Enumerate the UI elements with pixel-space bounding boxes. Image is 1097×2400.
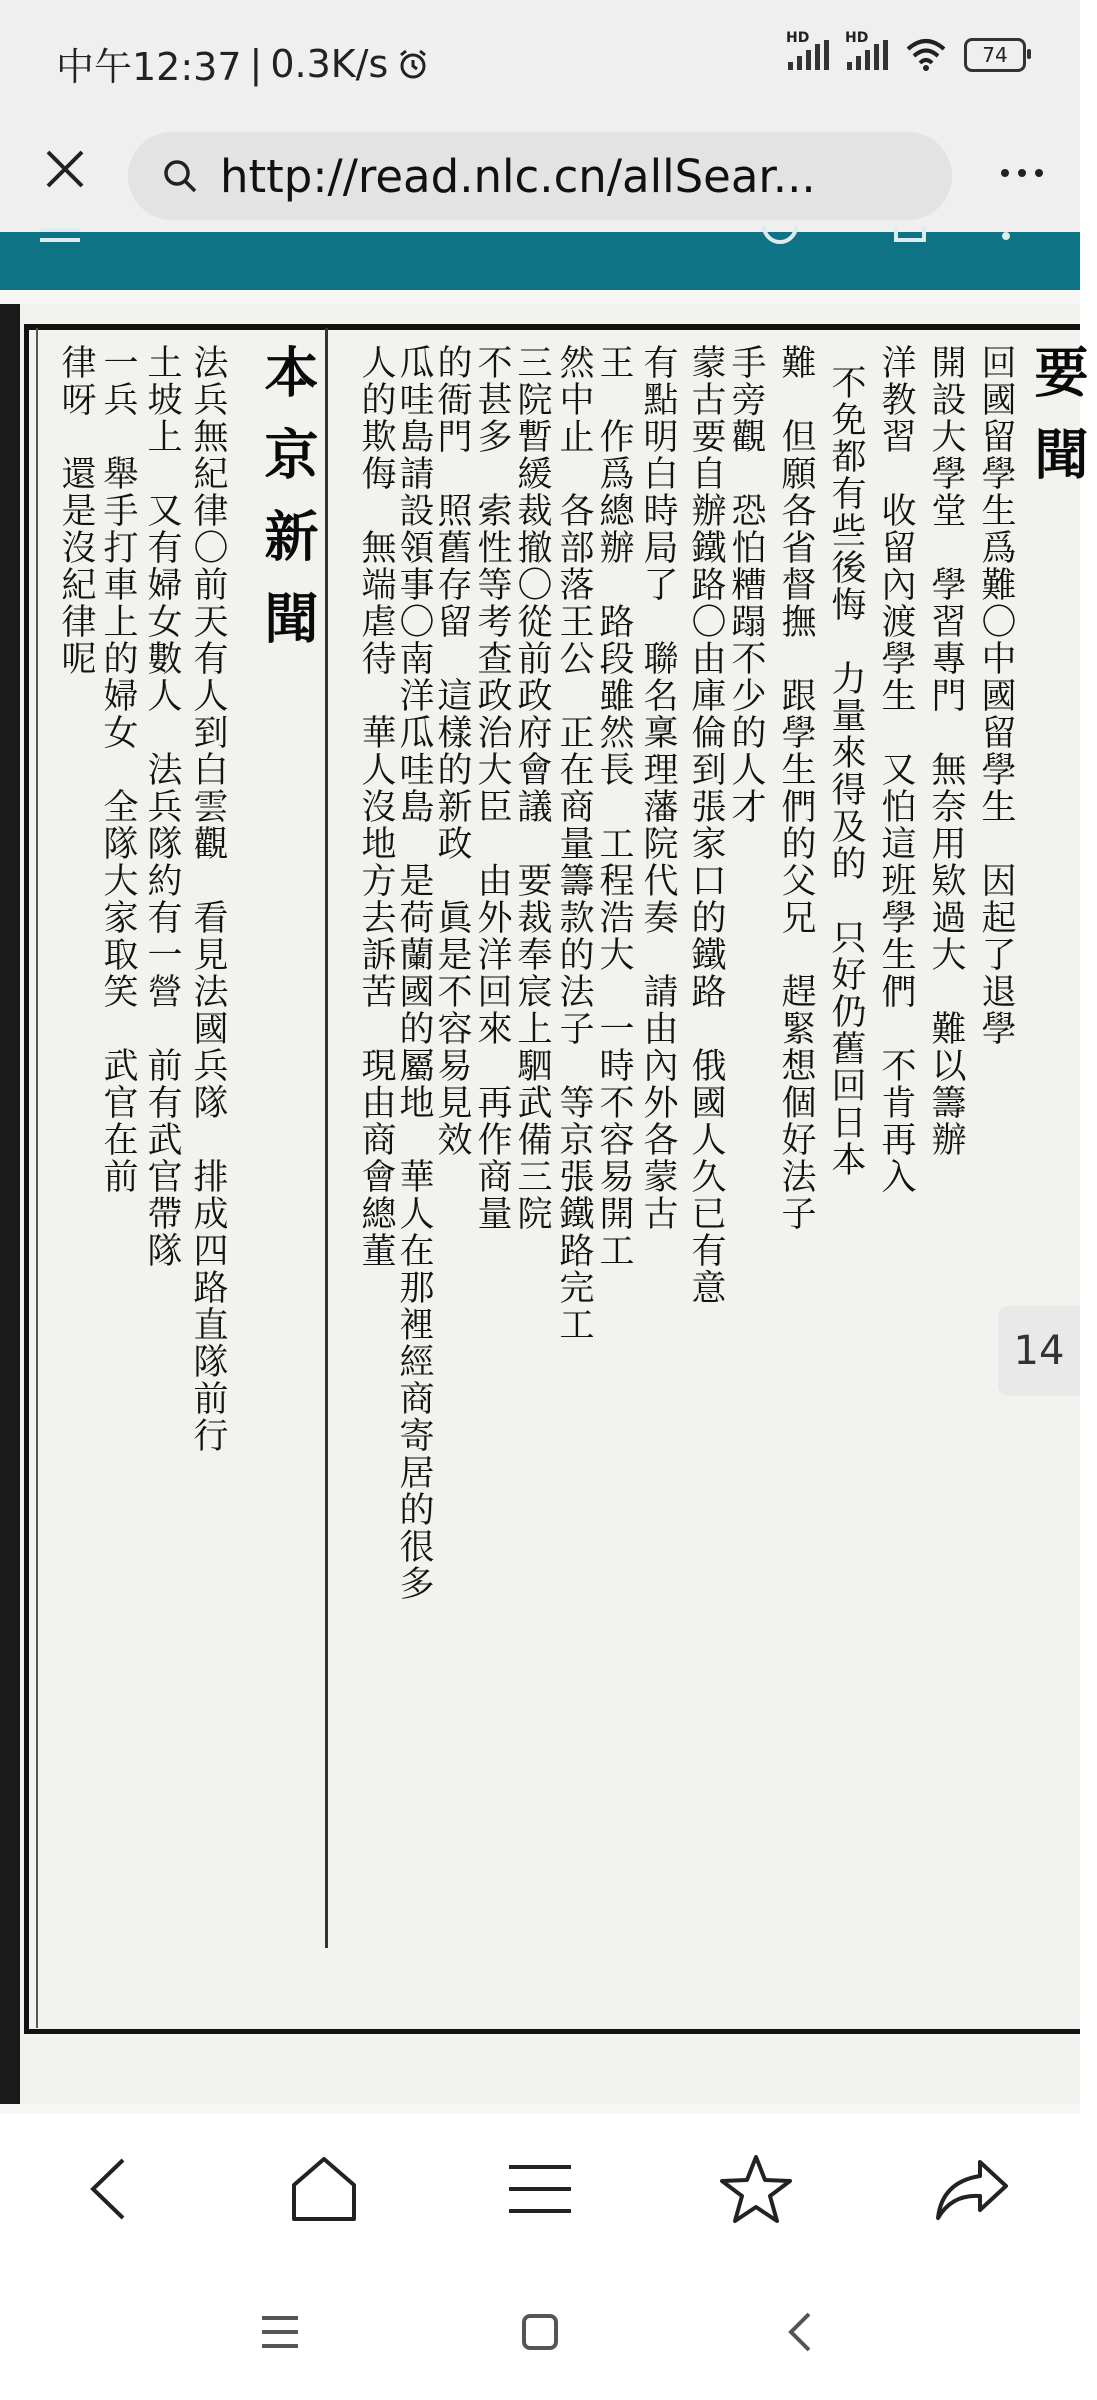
wifi-icon bbox=[906, 39, 946, 71]
browser-toolbar bbox=[0, 120, 1080, 232]
signal-icon: HD bbox=[788, 40, 829, 70]
network-speed: 0.3K/s bbox=[270, 41, 389, 86]
text-column: 然中止 各部落王公 正在商量籌款的法子 等京張鐵路完工 bbox=[554, 344, 594, 1343]
battery-level: 74 bbox=[982, 43, 1008, 67]
newspaper-scan bbox=[0, 304, 1090, 2104]
text-column: 洋教習 收留內渡學生 又怕這班學生們 不肯再入 bbox=[876, 344, 916, 1195]
recents-icon bbox=[260, 2314, 300, 2350]
status-right bbox=[786, 30, 1026, 72]
status-bar bbox=[0, 0, 1080, 120]
close-button[interactable] bbox=[38, 142, 92, 196]
star-icon bbox=[718, 2153, 794, 2225]
text-column: 土坡上 又有婦女數人 法兵隊約有一營 前有武官帶隊 bbox=[142, 344, 182, 1269]
text-column: 一兵 舉手打車上的婦女 全隊大家取笑 武官在前 bbox=[98, 344, 138, 1195]
text-column: 三院暫緩裁撤〇從前政府會議 要裁奉宸上駟武備三院 bbox=[512, 344, 552, 1232]
text-column: 手旁觀 恐怕糟蹋不少的人才 bbox=[726, 344, 766, 825]
back-arrow-icon bbox=[83, 2154, 133, 2224]
text-column: 法兵無紀律〇前天有人到白雲觀 看見法國兵隊 排成四路直隊前行 bbox=[188, 344, 228, 1454]
text-column: 人的欺侮 無端虐待 華人沒地方去訴苦 現由商會總董 bbox=[356, 344, 396, 1269]
more-icon-dot bbox=[1018, 169, 1026, 177]
close-icon bbox=[44, 148, 86, 190]
circle-icon bbox=[760, 226, 800, 246]
page-header-strip bbox=[0, 232, 1080, 290]
frame-bottom bbox=[24, 2029, 1080, 2034]
page-number-badge: 14 bbox=[998, 1306, 1080, 1396]
search-icon bbox=[160, 156, 200, 196]
square-icon bbox=[520, 2312, 560, 2352]
battery-icon bbox=[964, 38, 1026, 72]
address-bar[interactable] bbox=[128, 132, 952, 220]
recent-apps-button[interactable] bbox=[250, 2302, 310, 2362]
text-column: 開設大學堂 學習專門 無奈用欵過大 難以籌辦 bbox=[926, 344, 966, 1158]
url-text: http://read.nlc.cn/allSear... bbox=[220, 149, 816, 203]
more-button[interactable] bbox=[992, 148, 1052, 198]
status-left bbox=[56, 36, 430, 91]
browser-bottom-nav bbox=[0, 2114, 1080, 2264]
text-column: 瓜哇島請設領事〇南洋瓜哇島 是荷蘭國的屬地 華人在那裡經商寄居的很多 bbox=[394, 344, 434, 1602]
section-heading-local-news: 本京新聞 bbox=[256, 344, 320, 672]
back-button[interactable] bbox=[58, 2139, 158, 2239]
home-button[interactable] bbox=[274, 2139, 374, 2239]
status-separator: | bbox=[249, 41, 263, 86]
status-time: 中午12:37 bbox=[56, 45, 242, 89]
text-column: 的衙門 照舊存留 這樣的新政 眞是不容易見效 bbox=[432, 344, 472, 1158]
frame-top bbox=[24, 324, 1080, 330]
menu-button[interactable] bbox=[490, 2139, 590, 2239]
page-icon bbox=[892, 226, 928, 246]
text-column: 有點明白時局了 聯名稟理藩院代奏 請由內外各蒙古 bbox=[638, 344, 678, 1232]
text-column: 律呀 還是沒紀律呢 bbox=[56, 344, 96, 677]
document-viewer[interactable] bbox=[0, 290, 1090, 2114]
menu-icon bbox=[505, 2159, 575, 2219]
text-column: 回國留學生爲難〇中國留學生 因起了退學 bbox=[976, 344, 1016, 1047]
alarm-icon bbox=[396, 47, 430, 81]
home-icon bbox=[286, 2153, 362, 2225]
frame-left bbox=[24, 324, 29, 2034]
text-column: 不免都有些後悔 力量來得及的 只好仍舊回日本 bbox=[826, 364, 866, 1178]
more-icon-dot bbox=[1035, 169, 1043, 177]
system-home-button[interactable] bbox=[510, 2302, 570, 2362]
text-column: 難 但願各省督撫 跟學生們的父兄 趕緊想個好法子 bbox=[776, 344, 816, 1232]
bookmark-button[interactable] bbox=[706, 2139, 806, 2239]
text-column: 不甚多 索性等考查政治大臣 由外洋回來 再作商量 bbox=[472, 344, 512, 1232]
system-nav-bar bbox=[0, 2264, 1080, 2400]
system-back-icon bbox=[785, 2310, 815, 2354]
list-icon bbox=[40, 226, 80, 246]
scan-edge bbox=[0, 304, 20, 2104]
share-button[interactable] bbox=[922, 2139, 1022, 2239]
share-icon bbox=[932, 2156, 1012, 2222]
more-vertical-icon bbox=[1000, 226, 1012, 246]
margin-line bbox=[36, 328, 38, 2028]
system-back-button[interactable] bbox=[770, 2302, 830, 2362]
section-heading-news: 要聞 bbox=[1026, 344, 1090, 508]
signal-icon-2: HD bbox=[847, 40, 888, 70]
text-column: 蒙古要自辦鐵路〇由庫倫到張家口的鐵路 俄國人久已有意 bbox=[686, 344, 726, 1306]
text-column: 王 作爲總辦 路段雖然長 工程浩大 一時不容易開工 bbox=[594, 344, 634, 1269]
more-icon-dot bbox=[1001, 169, 1009, 177]
